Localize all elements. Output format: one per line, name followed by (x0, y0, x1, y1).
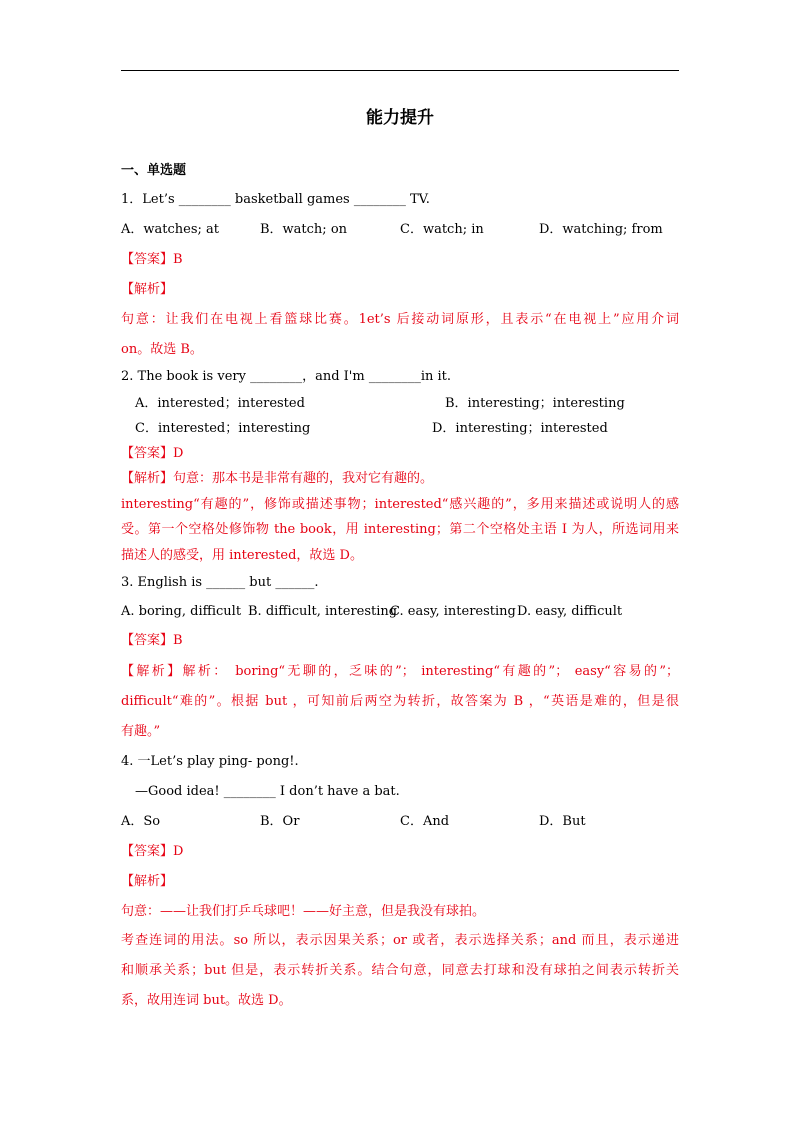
q4-option-c: C．And (400, 814, 450, 829)
q3-analysis-line-2: difficult“难的”。根据 but ，可知前后两空为转折，故答案为 B ，“英语是难的，但是很 (121, 694, 679, 709)
q1-stem: 1．Let’s ________ basketball games ________ TV. (121, 192, 430, 207)
q4-analysis-line-1: 句意：——让我们打乒乓球吧！——好主意，但是我没有球拍。 (121, 904, 486, 919)
q3-option-c: C. easy, interesting (390, 604, 516, 619)
q2-answer: 【答案】D (121, 446, 184, 461)
q2-stem: 2. The book is very ________，and I'm ________in it. (121, 369, 452, 384)
q4-analysis-line-4: 系，故用连词 but。故选 D。 (121, 993, 292, 1008)
q2-option-b: B．interesting；interesting (445, 396, 625, 411)
q2-analysis-line-3: 受。第一个空格处修饰物 the book，用 interesting；第二个空格处主语 I 为人，所选词用来 (121, 522, 679, 537)
q3-stem: 3. English is ______ but ______. (121, 575, 319, 590)
q2-analysis-line-4: 描述人的感受，用 interested，故选 D。 (121, 548, 363, 563)
q3-answer: 【答案】B (121, 633, 183, 648)
q3-analysis-line-3: 有趣。” (121, 724, 161, 739)
q3-analysis-line-1: 【解析】解析： boring“无聊的，乏味的”； interesting“有趣的”； easy“容易的”； (121, 664, 679, 679)
q2-option-d: D．interesting；interested (432, 421, 608, 436)
q4-answer: 【答案】D (121, 844, 184, 859)
q4-option-b: B．Or (260, 814, 300, 829)
q1-option-b: B．watch; on (260, 222, 348, 237)
q1-analysis-label: 【解析】 (121, 282, 174, 297)
q1-analysis-line-2: on。故选 B。 (121, 342, 203, 357)
q2-option-a: A．interested；interested (135, 396, 305, 411)
q4-analysis-line-2: 考查连词的用法。so 所以，表示因果关系；or 或者，表示选择关系；and 而且，表示递进 (121, 933, 679, 948)
q1-analysis-line-1: 句意：让我们在电视上看篮球比赛。1et’s 后接动词原形，且表示“在电视上”应用介词 (121, 312, 679, 327)
q1-option-c: C．watch; in (400, 222, 484, 237)
q4-option-a: A．So (121, 814, 161, 829)
q3-option-d: D. easy, difficult (517, 604, 623, 619)
q2-analysis-line-2: interesting“有趣的”，修饰或描述事物；interested“感兴趣的”，多用来描述或说明人的感 (121, 497, 679, 512)
section-heading: 一、单选题 (121, 163, 187, 178)
q2-analysis-line-1: 【解析】句意：那本书是非常有趣的，我对它有趣的。 (121, 471, 434, 486)
page-title: 能力提升 (366, 108, 434, 128)
q4-analysis-line-3: 和顺承关系；but 但是，表示转折关系。结合句意，同意去打球和没有球拍之间表示转折关 (121, 963, 679, 978)
q1-option-d: D．watching; from (539, 222, 663, 237)
header-rule (121, 70, 679, 71)
q4-stem: 4. 一Let’s play ping- pong!. (121, 754, 299, 769)
q2-option-c: C．interested；interesting (135, 421, 311, 436)
q4-stem-response: —Good idea! ________ I don’t have a bat. (135, 784, 400, 799)
q1-option-a: A．watches; at (121, 222, 219, 237)
q4-analysis-label: 【解析】 (121, 874, 174, 889)
q3-option-a: A. boring, difficult (121, 604, 242, 619)
q1-answer: 【答案】B (121, 252, 183, 267)
q3-option-b: B. difficult, interesting (248, 604, 398, 619)
q4-option-d: D．But (539, 814, 586, 829)
